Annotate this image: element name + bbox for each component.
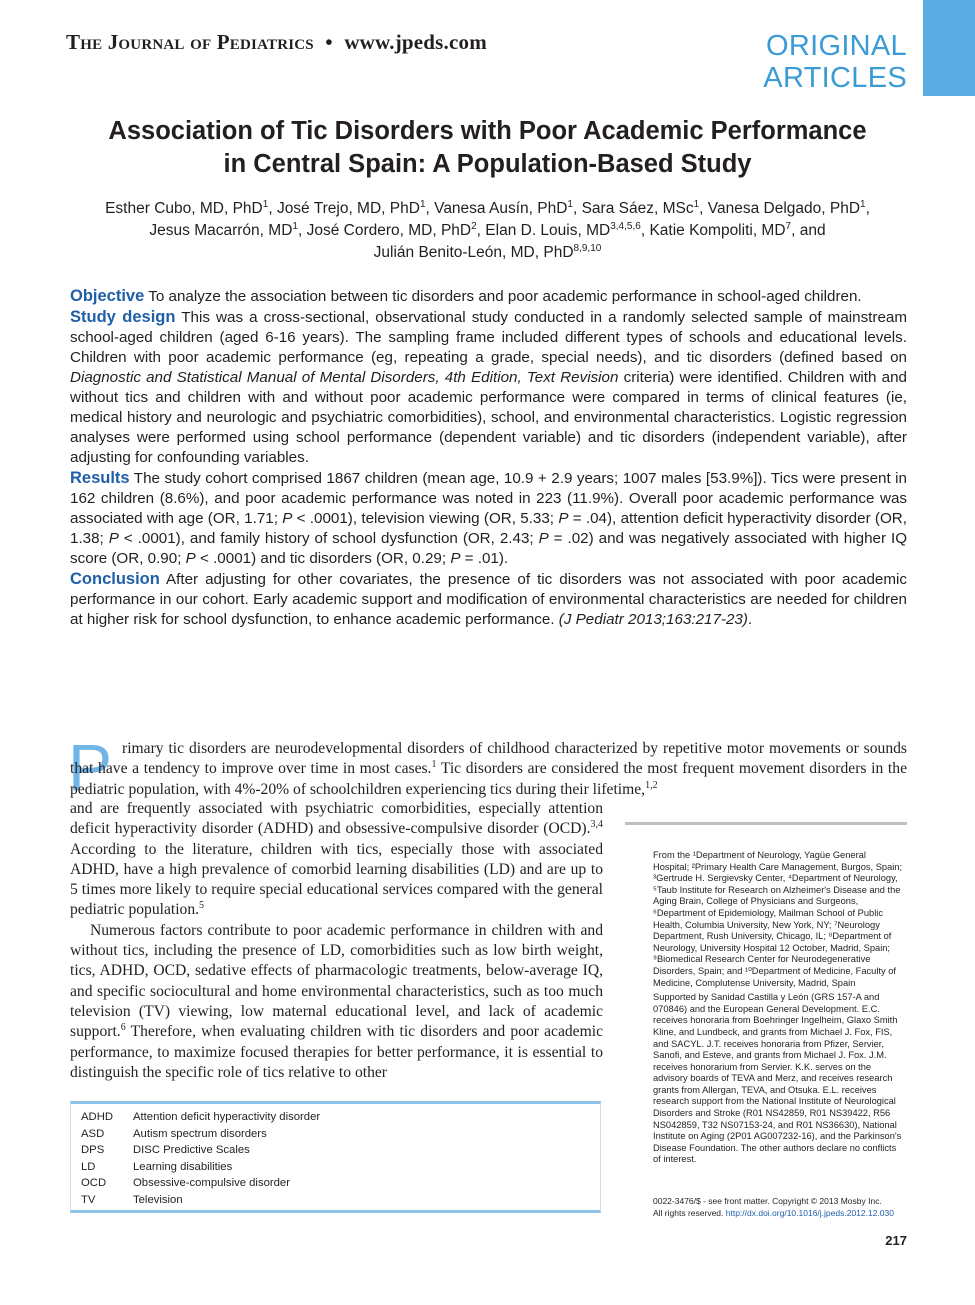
author-name: Jesus Macarrón, MD	[149, 222, 293, 239]
abbreviation-row	[81, 1109, 320, 1126]
author-affiliation-sup: 1	[262, 198, 269, 210]
abbreviation-term: LD	[81, 1160, 96, 1173]
abbreviation-term: DPS	[81, 1144, 105, 1157]
copyright-line-1: 0022-3476/$ - see front matter. Copyright © 2013 Mosby Inc.	[653, 1196, 882, 1206]
citation-end: .	[747, 611, 753, 628]
results-text: The study cohort comprised 1867 children (mean age, 10.9 + 2.9 years; 1007 males [53.9%]). Tics were present in 162 children (8.6%), and poor academic performance was noted in 223 (11.9%). Overall poor academic performance was associated with age (OR, 1.71; P < .0001), television viewing (OR, 5.33; P = .04), attention deficit hyperactivity disorder (OR, 1.38; P < .0001), and family history of school dysfunction (OR, 2.43; P = .02) and was negatively associated with higher IQ score (OR, 0.90; P < .0001) and tic disorders (OR, 0.29; P = .01).	[70, 470, 908, 567]
section-label	[763, 30, 907, 94]
copyright-line-2: All rights reserved.	[653, 1208, 726, 1219]
abbreviation-row	[81, 1159, 320, 1176]
author-separator: ,	[268, 200, 277, 217]
author-name: Esther Cubo, MD, PhD	[105, 200, 263, 217]
body-p1d: According to the literature, children with tics, especially those with associated ADHD, have a high prevalence of comorbid learning disabilities (LD) and are up to 5 times more likely to require special educational services compared with the general pediatric population.	[70, 840, 603, 919]
section-corner-tab	[923, 0, 975, 96]
affiliations-text: From the ¹Department of Neurology, Yagüe General Hospital; ²Primary Health Care Management, Burgos, Spain; ³Gertrude H. Sergievsky Center, ⁴Department of Neurology, ⁵Taub Institute for Research on Alzheimer's Disease and the Aging Brain, College of Physicians and Surgeons, ⁶Department of Epidemiology, Mailman School of Public Health, Columbia University, New York, NY; ⁷Neurology Department, Rush University, Chicago, IL; ⁸Department of Neurology, University Hospital 12 October, Madrid, Spain; ⁹Biomedical Research Center for Neurodegenerative Disorders, Spain; and ¹⁰Department of Medicine, Faculty of Medicine, Complutense University, Madrid, Spain	[653, 850, 903, 988]
abbreviation-term: ADHD	[81, 1111, 114, 1123]
results-heading: Results	[70, 469, 130, 487]
conclusion-heading: Conclusion	[70, 570, 160, 588]
author-name: Vanesa Ausín, PhD	[434, 200, 568, 217]
abstract-results	[70, 468, 907, 569]
objective-heading: Objective	[70, 287, 145, 305]
citation: (J Pediatr 2013;163:217-23)	[558, 611, 748, 628]
body-p2a: Numerous factors contribute to poor academic performance in children with and without tics, including the presence of LD, comorbidities such as low birth weight, tics, ADHD, OCD, sedative effects of pharmacologic treatments, below-average IQ, and specific sociocultural and home environmental characteristics, such as too much television (TV) viewing, low maternal educational level, and lack of academic support.	[70, 921, 603, 1041]
abbreviation-definition: Television	[133, 1193, 183, 1206]
author-affiliation-sup: 1	[693, 198, 700, 210]
body-p2b: Therefore, when evaluating children with tic disorders and poor academic performance, to maximize focused therapies for better performance, it is essential to distinguish the specific role of tics relative to other	[70, 1023, 603, 1081]
title-line-1: Association of Tic Disorders with Poor Academic Performance	[108, 117, 867, 145]
author-affiliation-sup: 1	[860, 198, 866, 210]
author-list	[60, 198, 915, 264]
author-name: Elan D. Louis, MD	[485, 222, 611, 239]
abbreviation-row	[81, 1142, 320, 1159]
affiliations-content	[653, 850, 903, 1169]
doi-link[interactable]: http://dx.doi.org/10.1016/j.jpeds.2012.12.030	[725, 1208, 894, 1219]
conclusion-text: After adjusting for other covariates, the presence of tic disorders was not associated with poor academic performance in our cohort. Early academic support and modification of environmental characteristics are needed for children at higher risk for school dysfunction, to enhance academic performance.	[70, 571, 907, 628]
title-line-2: in Central Spain: A Population-Based Study	[223, 150, 752, 178]
author-separator: ,	[699, 200, 708, 217]
abstract-study-design	[70, 307, 907, 468]
study-design-text-2: criteria) were identified. Children with and without tics and children with and without poor academic performance were compared in terms of clinical features (ie, medical history and neurologic and psychiatric comorbidities), school, and environmental characteristics. Logistic regression analyses were performed using school performance (dependent variable) and tic disorders (independent variable), after adjusting for confounding variables.	[70, 369, 907, 466]
author-affiliation-sup: 3,4,5,6	[610, 220, 641, 232]
section-label-line1: ORIGINAL	[766, 30, 907, 62]
author-name: Vanesa Delgado, PhD	[707, 200, 861, 217]
abstract	[70, 286, 907, 630]
abbreviation-term: ASD	[81, 1127, 105, 1140]
ref-1-2[interactable]: 1,2	[645, 779, 658, 791]
author-affiliation-sup: 2	[471, 220, 477, 232]
abstract-conclusion	[70, 569, 907, 630]
journal-url[interactable]: www.jpeds.com	[344, 30, 487, 54]
abbreviations-box	[70, 1101, 601, 1213]
copyright-notice	[653, 1195, 903, 1220]
body-p1a: rimary tic disorders are neurodevelopmental disorders of childhood characterized by repetitive motor movements or sounds that have a tendency to improve over time in most cases.	[70, 740, 907, 778]
objective-text: To analyze the association between tic disorders and poor academic performance in school-aged children.	[144, 288, 862, 305]
author-affiliation-sup: 7	[785, 220, 792, 232]
author-separator: ,	[297, 222, 307, 239]
abbreviations-table	[81, 1109, 320, 1209]
header-bullet: •	[325, 30, 333, 54]
abbreviation-term: TV	[81, 1193, 96, 1206]
journal-name: Journal of Pediatrics	[107, 30, 314, 54]
abbreviation-row	[81, 1126, 320, 1143]
author-name: José Trejo, MD, PhD	[276, 200, 420, 217]
author-affiliation-sup: 1	[419, 198, 426, 210]
body-p1c: and are frequently associated with psychiatric comorbidities, especially attention deficit hyperactivity disorder (ADHD) and obsessive-compulsive disorder (OCD).	[70, 800, 603, 838]
section-label-line2: ARTICLES	[763, 62, 907, 94]
author-name: Katie Kompoliti, MD	[649, 222, 786, 239]
abbreviation-row	[81, 1192, 320, 1209]
study-design-dsm-title: Diagnostic and Statistical Manual of Mental Disorders, 4th Edition, Text Revision	[70, 369, 619, 386]
abstract-objective	[70, 286, 907, 307]
affiliations-box	[625, 822, 907, 1217]
ref-3-4[interactable]: 3,4	[590, 819, 603, 831]
intro-paragraph-full-width	[68, 730, 907, 804]
author-name: José Cordero, MD, PhD	[306, 222, 472, 239]
abbreviation-definition: Obsessive-compulsive disorder	[133, 1177, 290, 1190]
abbreviation-definition: DISC Predictive Scales	[133, 1144, 250, 1157]
study-design-heading: Study design	[70, 308, 176, 326]
abbreviation-row	[81, 1175, 320, 1192]
author-separator: ,	[425, 200, 435, 217]
author-name: Julián Benito-León, MD, PhD	[373, 244, 574, 261]
author-separator: ,	[572, 200, 582, 217]
abbreviation-term: OCD	[81, 1177, 107, 1190]
abbreviation-definition: Autism spectrum disorders	[133, 1127, 267, 1140]
ref-1[interactable]: 1	[431, 759, 437, 771]
article-title	[60, 115, 915, 181]
author-separator: ,	[640, 222, 650, 239]
author-separator: ,	[476, 222, 486, 239]
ref-5[interactable]: 5	[199, 900, 205, 912]
left-column-body	[70, 799, 603, 1083]
body-p1b: Tic disorders are considered the most frequent movement disorders in the pediatric population, with 4%-20% of schoolchildren experiencing tics during their lifetime,	[70, 760, 907, 798]
page-number: 217	[885, 1233, 907, 1248]
funding-text: Supported by Sanidad Castilla y León (GRS 157-A and 070846) and the European General Development. E.C. receives honoraria from Boehringer Ingelheim, Glaxo Smith Kline, and Lundbeck, and grants from Michael J. Fox, FIS, and SACYL. J.T. receives honoraria from Pfizer, Servier, Sanofi, and Esteve, and grants from Michael J. Fox. J.M. receives honorarium from Servier. K.K. serves on the advisory boards of TEVA and Merz, and receives research grants from Allergan, TEVA, and Otsuka. E.L. receives research support from the National Institute of Neurological Disorders and Stroke (R01 NS42859, R01 NS39422, R56 NS042859, T32 NS07153-24, and R01 NS36630), National Institute on Aging (2P01 AG007232-16), and the Parkinson's Disease Foundation. The other authors declare no conflicts of interest.	[653, 992, 902, 1165]
author-affiliation-sup: 1	[567, 198, 573, 210]
author-separator: ,	[865, 200, 870, 217]
author-affiliation-sup: 8,9,10	[573, 242, 602, 254]
drop-cap: P	[68, 730, 113, 804]
abbreviation-definition: Learning disabilities	[133, 1160, 233, 1173]
author-separator: , and	[791, 222, 826, 239]
study-design-text-1: This was a cross-sectional, observational study conducted in a randomly selected sample of mainstream school-aged children (aged 6-16 years). The sampling frame included different types of schools and educational levels. Children with poor academic performance (eg, repeating a grade, special needs), and tic disorders (defined based on	[70, 309, 908, 366]
author-affiliation-sup: 1	[292, 220, 298, 232]
ref-6[interactable]: 6	[120, 1022, 126, 1034]
journal-header	[66, 30, 487, 55]
abbreviation-definition: Attention deficit hyperactivity disorder	[133, 1111, 321, 1123]
journal-name-prefix: The	[66, 30, 108, 54]
author-name: Sara Sáez, MSc	[581, 200, 694, 217]
